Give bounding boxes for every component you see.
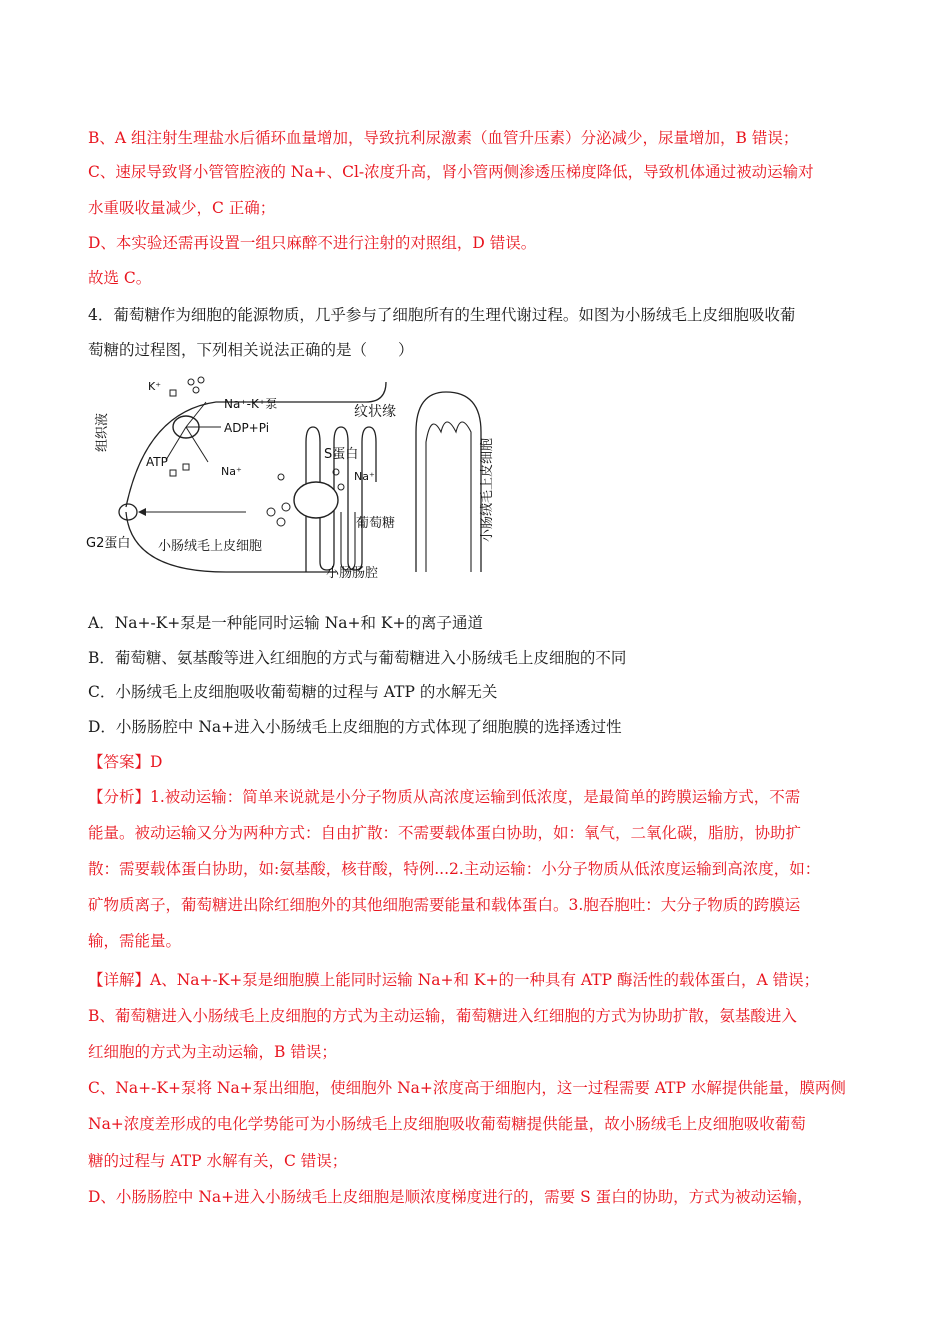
option-d: D．小肠肠腔中 Na+进入小肠绒毛上皮细胞的方式体现了细胞膜的选择透过性 — [88, 718, 622, 736]
explanation-line-c1: C、速尿导致肾小管管腔液的 Na+、Cl-浓度升高，肾小管两侧渗透压梯度降低，导致机体通过被动运输对 — [88, 163, 814, 181]
k-plus-label: K⁺ — [148, 380, 162, 393]
cell-label-vertical: 小肠绒毛上皮细胞 — [480, 437, 495, 542]
s-protein — [294, 482, 338, 518]
question-stem-line-2: 萄糖的过程图，下列相关说法正确的是（ ） — [88, 341, 414, 359]
na-label-1: Na⁺ — [221, 465, 242, 478]
s-protein-label: S蛋白 — [324, 447, 359, 462]
detail-line-2: B、葡萄糖进入小肠绒毛上皮细胞的方式为主动运输，葡萄糖进入红细胞的方式为协助扩散，氨基酸进入 — [88, 1007, 797, 1025]
g2-protein — [119, 504, 137, 520]
explanation-line-b: B、A 组注射生理盐水后循环血量增加，导致抗利尿激素（血管升压素）分泌减少，尿量增加，B 错误； — [88, 129, 799, 147]
detail-line-3: 红细胞的方式为主动运输，B 错误； — [88, 1043, 337, 1061]
explanation-line-d: D、本实验还需再设置一组只麻醉不进行注射的对照组，D 错误。 — [88, 234, 537, 252]
detail-line-1: 【详解】A、Na+-K+泵是细胞膜上能同时运输 Na+和 K+的一种具有 ATP 酶活性的载体蛋白，A 错误； — [88, 971, 820, 989]
explanation-line-c2: 水重吸收量减少，C 正确； — [88, 199, 276, 217]
analysis-line-1: 【分析】1.被动运输：简单来说就是小分子物质从高浓度运输到低浓度，是最简单的跨膜运输方式，不需 — [88, 788, 801, 806]
cell-label: 小肠绒毛上皮细胞 — [158, 539, 263, 554]
atp-label: ATP — [146, 455, 168, 469]
question-stem-line-1: 4．葡萄糖作为细胞的能源物质，几乎参与了细胞所有的生理代谢过程。如图为小肠绒毛上皮细胞吸收葡 — [88, 306, 796, 324]
na-label-2: Na⁺ — [354, 470, 375, 483]
g2-protein-label: G2蛋白 — [86, 536, 131, 551]
analysis-line-2: 能量。被动运输又分为两种方式：自由扩散：不需要载体蛋白协助，如：氧气，二氧化碳，脂肪，协助扩 — [88, 824, 802, 842]
analysis-line-5: 输，需能量。 — [88, 932, 182, 950]
conclusion-line: 故选 C。 — [88, 269, 152, 287]
analysis-line-4: 矿物质离子，葡萄糖进出除红细胞外的其他细胞需要能量和载体蛋白。3.胞吞胞吐：大分子物质的跨膜运 — [88, 896, 801, 914]
option-b: B．葡萄糖、氨基酸等进入红细胞的方式与葡萄糖进入小肠绒毛上皮细胞的不同 — [88, 649, 627, 667]
pump-label: Na⁺-K⁺泵 — [224, 397, 278, 411]
detail-line-4: C、Na+-K+泵将 Na+泵出细胞，使细胞外 Na+浓度高于细胞内，这一过程需要 ATP 水解提供能量，膜两侧 — [88, 1079, 846, 1097]
detail-line-6: 糖的过程与 ATP 水解有关，C 错误； — [88, 1152, 348, 1170]
lumen-label: 小肠肠腔 — [326, 566, 379, 581]
adp-label: ADP+Pi — [224, 421, 270, 435]
detail-line-7: D、小肠肠腔中 Na+进入小肠绒毛上皮细胞是顺浓度梯度进行的，需要 S 蛋白的协助，方式为被动运输， — [88, 1188, 813, 1206]
glucose-label: 葡萄糖 — [356, 516, 396, 531]
option-c: C．小肠绒毛上皮细胞吸收葡萄糖的过程与 ATP 的水解无关 — [88, 683, 498, 701]
answer-line: 【答案】D — [88, 753, 163, 771]
tissue-fluid-label: 组织液 — [95, 412, 110, 452]
brush-border-label: 纹状缘 — [354, 404, 396, 420]
right-villus-inner — [426, 422, 471, 572]
glucose-absorption-diagram — [86, 372, 526, 587]
option-a: A．Na+-K+泵是一种能同时运输 Na+和 K+的离子通道 — [88, 614, 484, 632]
detail-line-5: Na+浓度差形成的电化学势能可为小肠绒毛上皮细胞吸收葡萄糖提供能量，故小肠绒毛上皮细胞吸收葡萄 — [88, 1115, 806, 1133]
analysis-line-3: 散：需要载体蛋白协助，如:氨基酸，核苷酸，特例...2.主动运输：小分子物质从低浓度运输到高浓度，如： — [88, 860, 821, 878]
